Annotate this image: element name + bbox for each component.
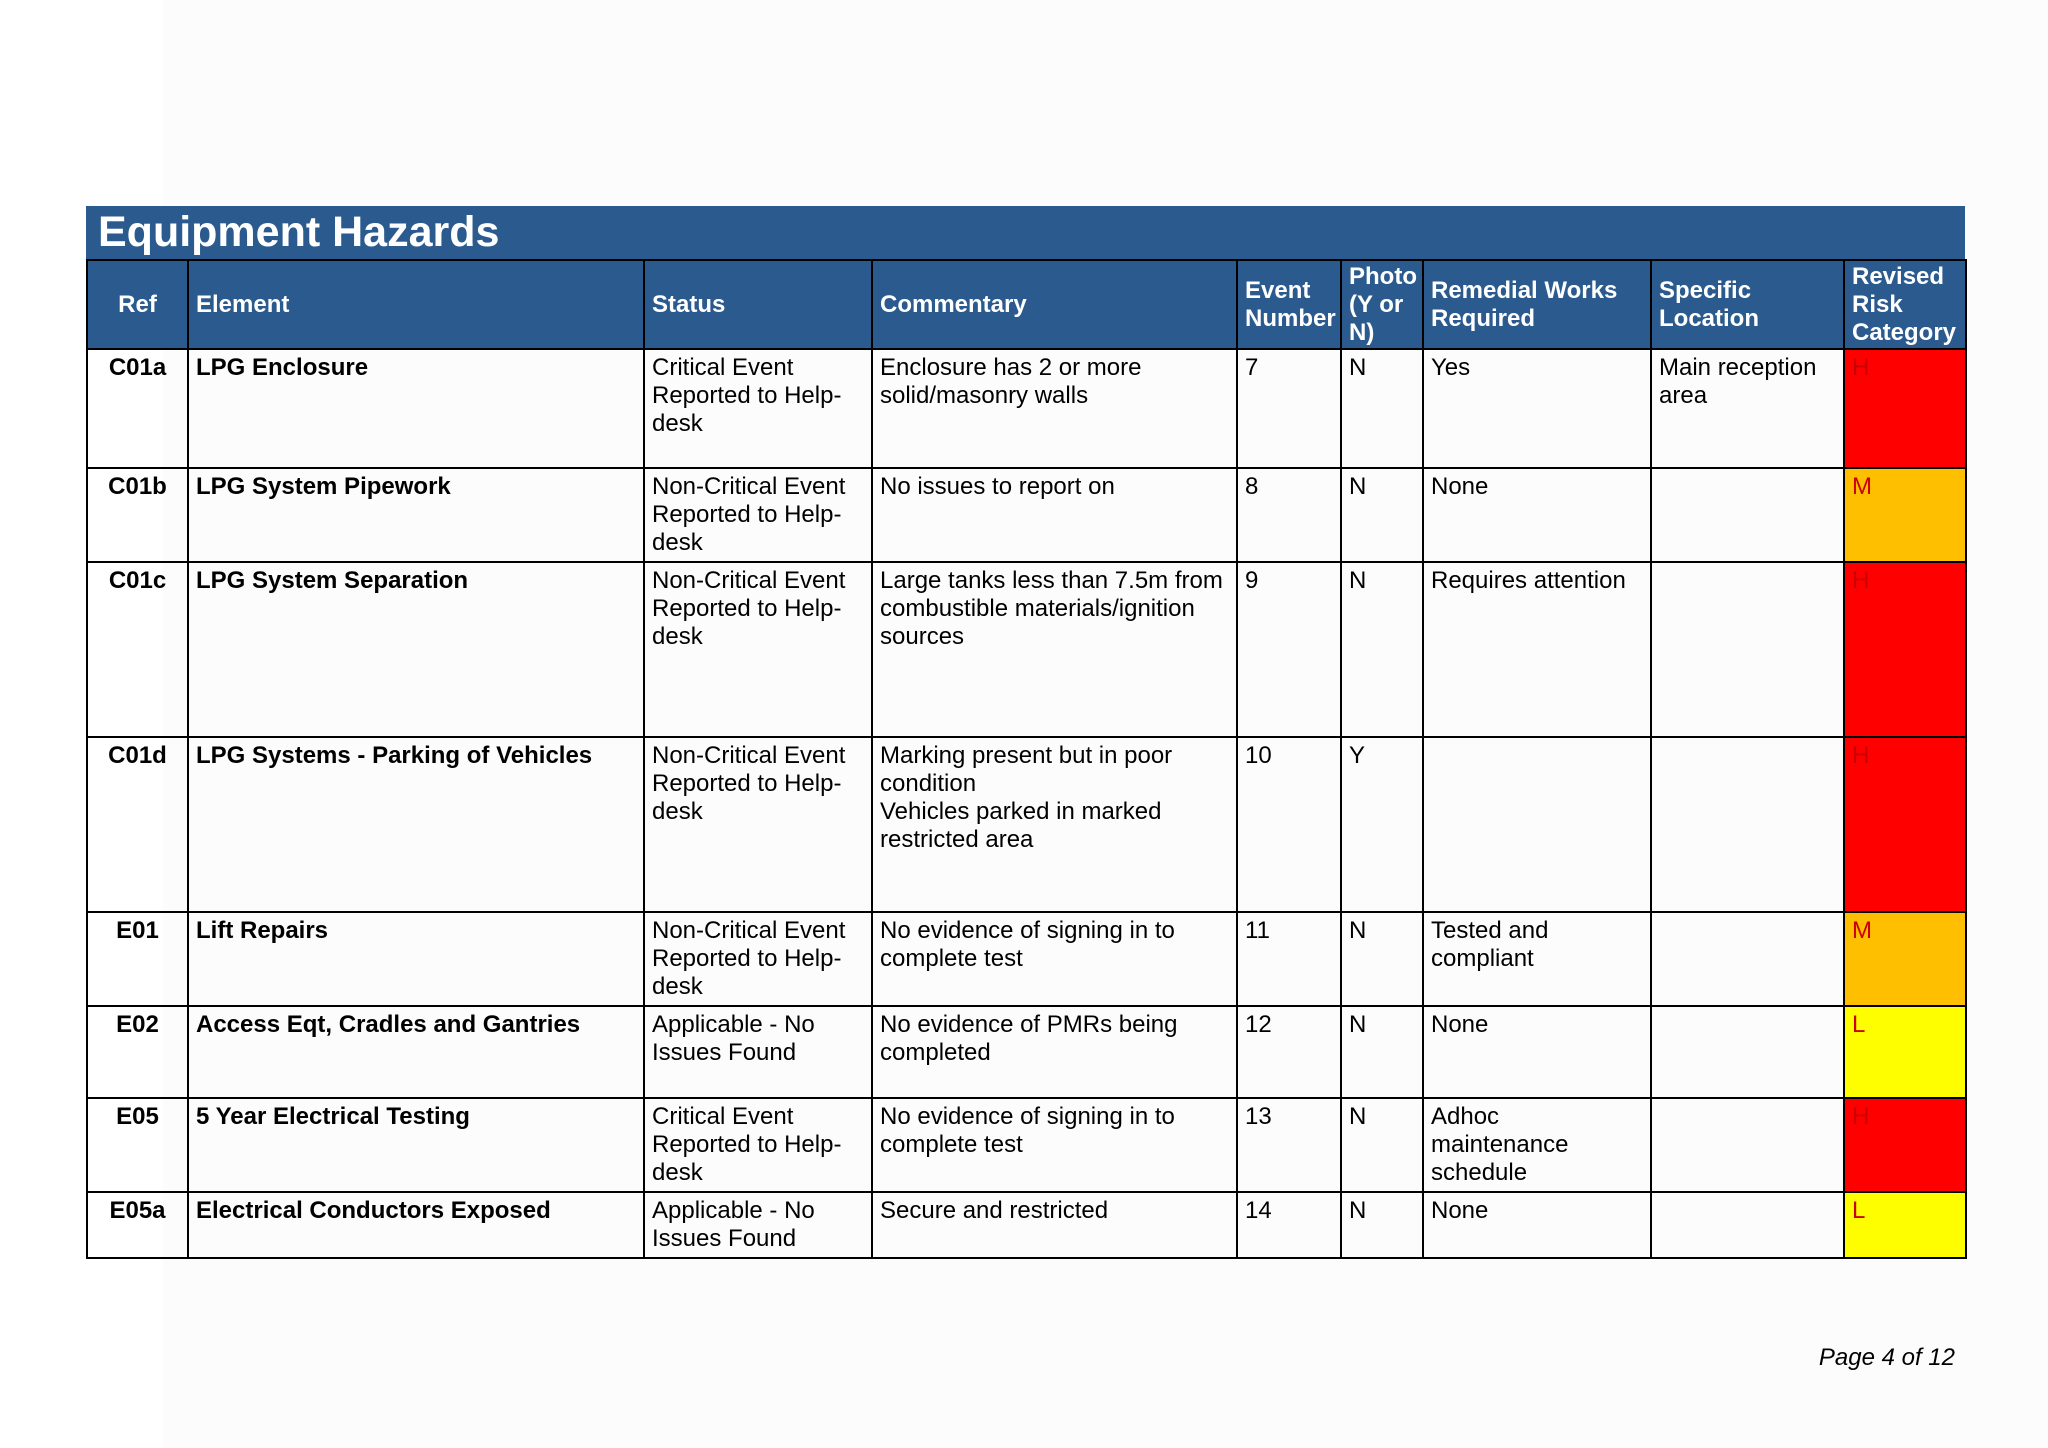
cell-location: Main reception area: [1651, 349, 1844, 468]
table-row: [87, 468, 1966, 562]
cell-status: Applicable - No Issues Found: [644, 1006, 872, 1098]
cell-element: LPG Systems - Parking of Vehicles: [188, 737, 644, 912]
cell-event: 11: [1237, 912, 1341, 1006]
col-header-photo: Photo (Y or N): [1341, 260, 1423, 349]
col-header-specific-location: Specific Location: [1651, 260, 1844, 349]
cell-photo: N: [1341, 1098, 1423, 1192]
section-title: Equipment Hazards: [86, 206, 1965, 259]
table-row: [87, 737, 1966, 912]
cell-risk: H: [1844, 1098, 1966, 1192]
cell-ref: C01a: [87, 349, 188, 468]
cell-ref: C01b: [87, 468, 188, 562]
cell-commentary: No evidence of PMRs being completed: [872, 1006, 1237, 1098]
col-header-status: Status: [644, 260, 872, 349]
cell-photo: N: [1341, 562, 1423, 737]
cell-location: [1651, 1098, 1844, 1192]
cell-element: LPG System Separation: [188, 562, 644, 737]
col-header-element: Element: [188, 260, 644, 349]
col-header-event-number: Event Number: [1237, 260, 1341, 349]
col-header-commentary: Commentary: [872, 260, 1237, 349]
cell-event: 7: [1237, 349, 1341, 468]
cell-remedial: Tested and compliant: [1423, 912, 1651, 1006]
cell-commentary: Large tanks less than 7.5m from combustible materials/ignition sources: [872, 562, 1237, 737]
cell-status: Critical Event Reported to Help-desk: [644, 1098, 872, 1192]
table-row: [87, 1006, 1966, 1098]
cell-remedial: [1423, 737, 1651, 912]
cell-ref: E05: [87, 1098, 188, 1192]
table-row: [87, 562, 1966, 737]
cell-remedial: None: [1423, 468, 1651, 562]
hazards-table: [86, 259, 1967, 1259]
col-header-revised-risk: Revised Risk Category: [1844, 260, 1966, 349]
col-header-remedial-works: Remedial Works Required: [1423, 260, 1651, 349]
cell-remedial: None: [1423, 1192, 1651, 1258]
cell-element: Electrical Conductors Exposed: [188, 1192, 644, 1258]
cell-status: Non-Critical Event Reported to Help-desk: [644, 737, 872, 912]
cell-ref: E05a: [87, 1192, 188, 1258]
cell-element: 5 Year Electrical Testing: [188, 1098, 644, 1192]
cell-remedial: Requires attention: [1423, 562, 1651, 737]
cell-risk: H: [1844, 349, 1966, 468]
cell-commentary: No evidence of signing in to complete test: [872, 912, 1237, 1006]
cell-commentary: Secure and restricted: [872, 1192, 1237, 1258]
cell-location: [1651, 468, 1844, 562]
cell-event: 13: [1237, 1098, 1341, 1192]
page-number: Page 4 of 12: [1818, 1344, 1955, 1371]
cell-location: [1651, 1006, 1844, 1098]
cell-event: 14: [1237, 1192, 1341, 1258]
cell-ref: E01: [87, 912, 188, 1006]
cell-commentary: Enclosure has 2 or more solid/masonry walls: [872, 349, 1237, 468]
cell-location: [1651, 1192, 1844, 1258]
table-row: [87, 349, 1966, 468]
cell-risk: H: [1844, 737, 1966, 912]
cell-ref: C01c: [87, 562, 188, 737]
cell-status: Critical Event Reported to Help-desk: [644, 349, 872, 468]
cell-location: [1651, 737, 1844, 912]
cell-commentary: Marking present but in poor condition Vehicles parked in marked restricted area: [872, 737, 1237, 912]
cell-element: LPG Enclosure: [188, 349, 644, 468]
table-row: [87, 1192, 1966, 1258]
cell-status: Non-Critical Event Reported to Help-desk: [644, 562, 872, 737]
cell-photo: N: [1341, 912, 1423, 1006]
cell-commentary: No evidence of signing in to complete test: [872, 1098, 1237, 1192]
cell-ref: C01d: [87, 737, 188, 912]
cell-risk: L: [1844, 1192, 1966, 1258]
cell-risk: L: [1844, 1006, 1966, 1098]
cell-element: Access Eqt, Cradles and Gantries: [188, 1006, 644, 1098]
col-header-ref: Ref: [87, 260, 188, 349]
cell-commentary: No issues to report on: [872, 468, 1237, 562]
table-row: [87, 1098, 1966, 1192]
cell-photo: N: [1341, 349, 1423, 468]
cell-photo: N: [1341, 1192, 1423, 1258]
cell-status: Non-Critical Event Reported to Help-desk: [644, 468, 872, 562]
table-row: [87, 912, 1966, 1006]
cell-ref: E02: [87, 1006, 188, 1098]
cell-status: Non-Critical Event Reported to Help-desk: [644, 912, 872, 1006]
cell-remedial: Yes: [1423, 349, 1651, 468]
cell-photo: N: [1341, 468, 1423, 562]
cell-risk: M: [1844, 912, 1966, 1006]
cell-remedial: None: [1423, 1006, 1651, 1098]
equipment-hazards-report: [86, 206, 1965, 1259]
cell-element: LPG System Pipework: [188, 468, 644, 562]
cell-element: Lift Repairs: [188, 912, 644, 1006]
cell-remedial: Adhoc maintenance schedule: [1423, 1098, 1651, 1192]
cell-risk: H: [1844, 562, 1966, 737]
table-header-row: [87, 260, 1966, 349]
cell-risk: M: [1844, 468, 1966, 562]
cell-photo: N: [1341, 1006, 1423, 1098]
cell-location: [1651, 562, 1844, 737]
cell-event: 9: [1237, 562, 1341, 737]
cell-location: [1651, 912, 1844, 1006]
cell-status: Applicable - No Issues Found: [644, 1192, 872, 1258]
cell-photo: Y: [1341, 737, 1423, 912]
cell-event: 12: [1237, 1006, 1341, 1098]
cell-event: 10: [1237, 737, 1341, 912]
cell-event: 8: [1237, 468, 1341, 562]
